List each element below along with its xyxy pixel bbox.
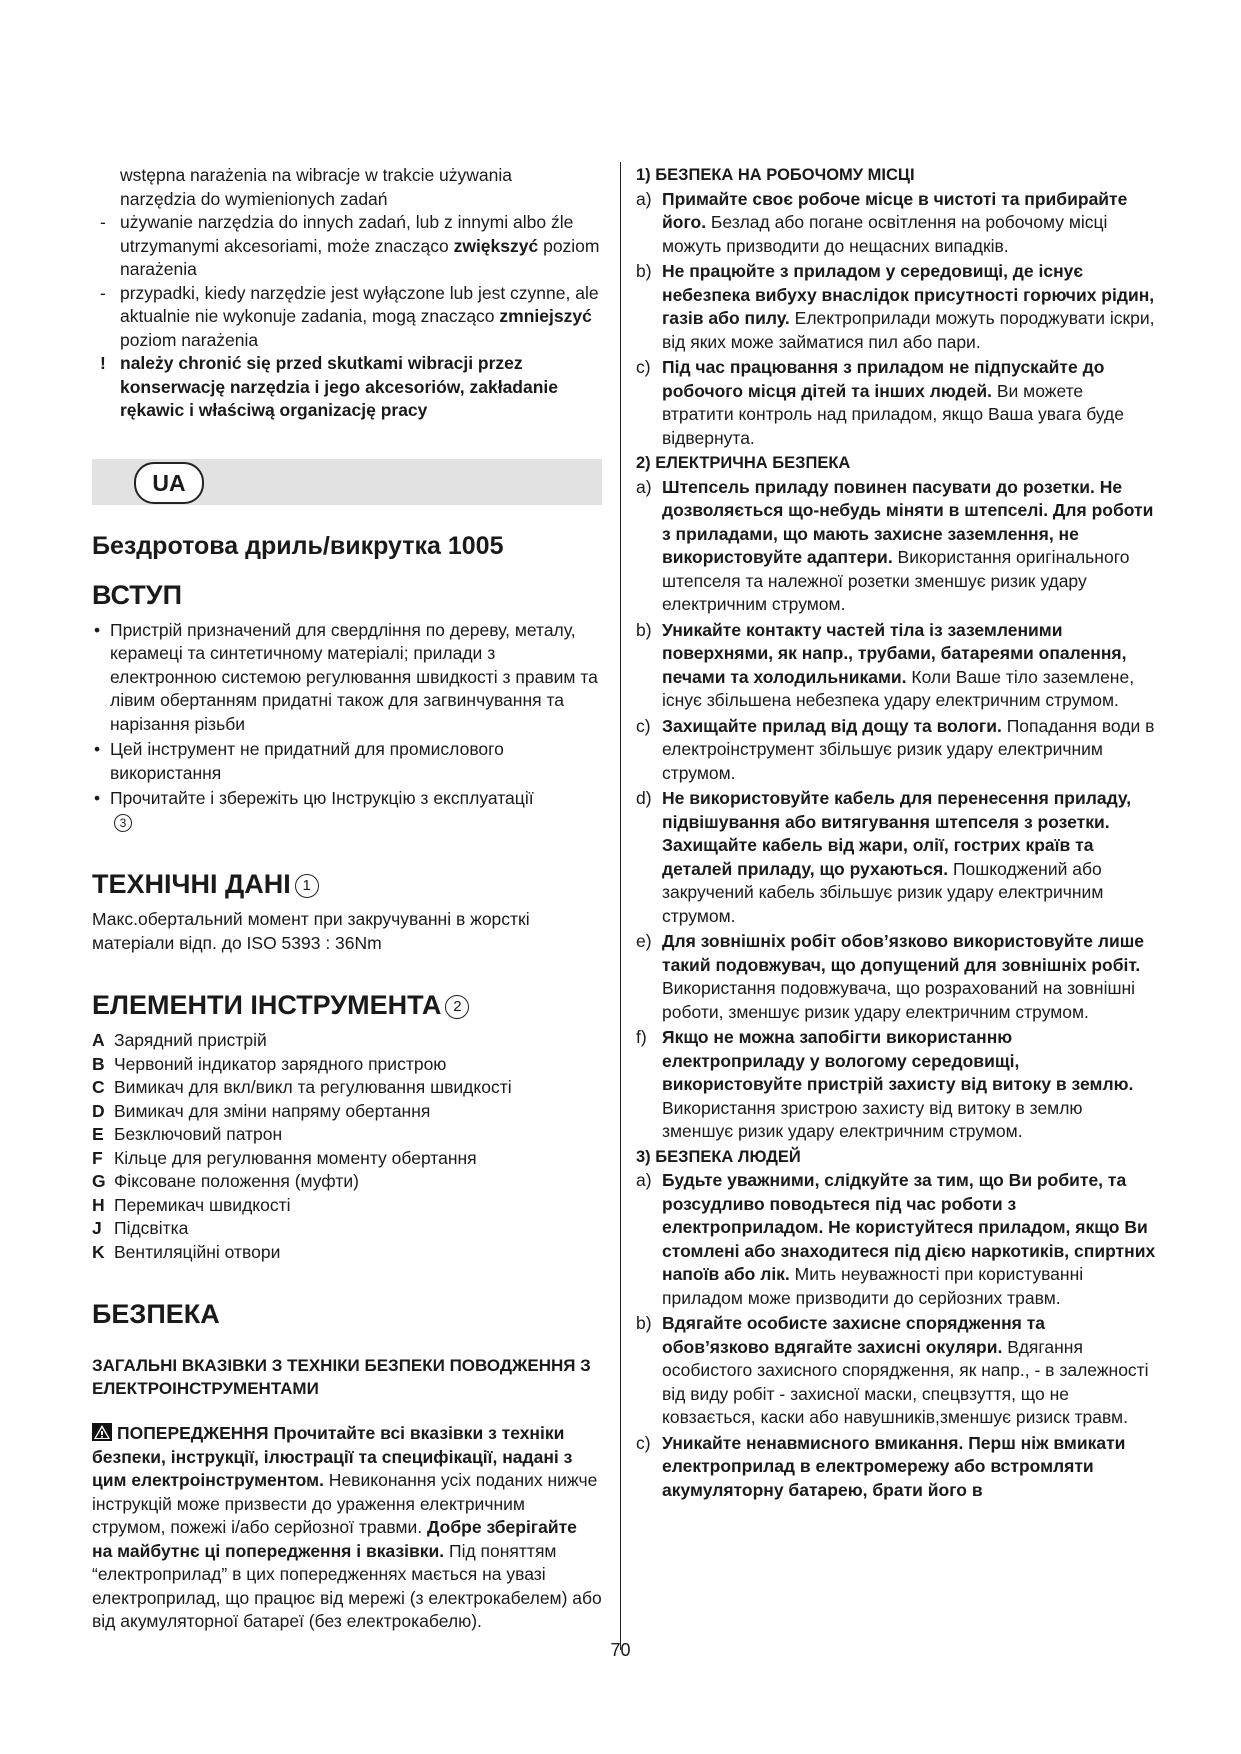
language-badge: UA [134,462,204,504]
page-number: 70 [610,1640,631,1660]
element-item: C Вимикач для вкл/викл та регулювання швидкості [92,1077,512,1097]
safety-item: a) Будьте уважними, слідкуйте за тим, що Ви робите, та розсудливо поводьтеся під час роботи з електроприладом. Не користуйтеся приладом, якщо Ви стомлені або знаходитеся під дією наркотиків, спиртних напоїв або лік. Мить неуважності при користуванні приладом може призводити до серйозних травм. [636,1170,1156,1308]
element-item: E Безключовий патрон [92,1124,283,1144]
safety-item: c) Захищайте прилад від дощу та вологи. Попадання води в електроінструмент збільшує ризик удару електричним струмом. [636,715,1155,783]
element-item: D Вимикач для зміни напряму обертання [92,1100,431,1121]
figure-ref: 3 [114,814,132,832]
intro-line: wstępna narażenia na wibracje w trakcie używania [120,165,513,185]
language-bar [92,459,602,505]
element-item: J Підсвітка [92,1218,189,1238]
safety-item: c) Уникайте ненавмисного вмикання. Перш ніж вмикати електроприлад в електромережу або встромляти акумуляторну батарею, брати його в [636,1432,1126,1500]
element-item: K Вентиляційні отвори [92,1241,281,1262]
safety-item: e) Для зовнішніх робіт обов’язково використовуйте лише такий подовжувач, що допущений для зовнішніх робіт. Використання подовжувача, що розрахований на зовнішні роботи, зменшує ризик удару електричним струмом. [636,931,1145,1022]
pl-warning: ! należy chronić się przed skutkami wibracji przez konserwację narzędzia i jego akcesoriów, zakładanie rękawic i właściwą organizację pracy [100,353,559,420]
safety-item: a) Штепсель приладу повинен пасувати до розетки. Не дозволяється що-небудь міняти в штепселі. Для роботи з приладами, що мають захисне заземлення, не використовуйте адаптери. Використання оригінального штепселя та належної розетки зменшує ризик удару електричним струмом. [636,476,1154,614]
safety-item: b) Вдягайте особисте захисне спорядження та обов’язково вдягайте захисні окуляри. Вдягання особистого захисного спорядження, як напр., - в залежності від виду робіт - захисної маски, спецвзуття, що не ковзається, каски або навушників,зменшує ризиск травм. [636,1313,1149,1427]
safety-item: c) Під час працювання з приладом не підпускайте до робочого місця дітей та інших людей. Ви можете втратити контроль над приладом, якщо Ваша увага буде відвернута. [636,357,1124,448]
pl-list-item: - używanie narzędzia do innych zadań, lub z innymi albo źle utrzymanymi akcesoriami, może znacząco zwiększyć poziom narażenia [100,212,600,279]
safety-item: a) Примайте своє робоче місце в чистоті та прибирайте його. Безлад або погане освітлення на робочому місці можуть призводити до нещасних випадків. [636,188,1128,256]
elements-heading: ЕЛЕМЕНТИ ІНСТРУМЕНТА 2 [92,989,602,1021]
right-column [636,164,1156,1504]
column-divider [620,162,621,1650]
safety-item: b) Не працюйте з приладом у середовищі, де існує небезпека вибуху внаслідок присутності горючих рідин, газів або пилу. Електроприлади можуть породжувати іскри, від яких може займатися пил або пари. [636,261,1155,352]
figure-ref: 2 [445,995,469,1019]
section-heading: 1) БЕЗПЕКА НА РОБОЧОМУ МІСЦІ [636,166,915,184]
warning-paragraph: ПОПЕРЕДЖЕННЯ Прочитайте всі вказівки з техніки безпеки, інструкції, ілюстрації та специфікації, надані з цим електроінструментом. Невиконання усіх поданих нижче інструкцій може призвести до ураження електричним струмом, пожежі і/або серйозної травми. Добре зберігайте на майбутнє ці попередження і вказівки. Під поняттям “електроприлад” в цих попередженнях мається на увазі електроприлад, що працює від мережі (з електрокабелем) або від акумуляторної батареї (без електрокабелю). [92,1423,602,1631]
intro-line: narzędzia do wymienionych zadań [120,188,388,209]
intro-bullet: • Пристрій призначений для свердління по дереву, металу, керамеці та синтетичному матеріалі; прилади з електронною системою регулювання швидкості з правим та лівим обертанням придатні також для загвинчування та нарізання різьби [94,619,598,734]
safety-item: d) Не використовуйте кабель для перенесення приладу, підвішування або витягування штепселя з розетки. Захищайте кабель від жари, олії, гострих країв та деталей приладу, що рухаються. Пошкоджений або закручений кабель збільшує ризик удару електричним струмом. [636,788,1132,926]
pl-list-item: - przypadki, kiedy narzędzie jest wyłączone lub jest czynne, ale aktualnie nie wykonuje zadania, mogą znacząco zmniejszyć poziom narażenia [100,282,599,350]
warning-icon [92,1423,112,1441]
elements-list [92,1029,602,1264]
product-title: Бездротова дриль/викрутка 1005 [92,531,504,560]
safety-heading: БЕЗПЕКА [92,1299,220,1329]
safety-item: b) Уникайте контакту частей тіла із заземленими поверхнями, як напр., трубами, батареями опалення, печами та холодильниками. Коли Ваше тіло заземлене, існує збільшена небезпека удару електричним струмом. [636,619,1135,710]
element-item: B Червоний індикатор зарядного пристрою [92,1053,447,1074]
tech-text: Макс.обертальний момент при закручуванні в жорсткі матеріали відп. до ISO 5393 : 36Nm [92,909,530,953]
safety-subheading: ЗАГАЛЬНІ ВКАЗІВКИ З ТЕХНІКИ БЕЗПЕКИ ПОВОДЖЕННЯ З ЕЛЕКТРОІНСТРУМЕНТАМИ [92,1356,591,1398]
figure-ref: 1 [295,874,319,898]
section-heading: 2) ЕЛЕКТРИЧНА БЕЗПЕКА [636,454,851,472]
intro-bullet: • Прочитайте і збережіть цю Інструкцію з експлуатації 3 [94,788,534,830]
left-column [92,164,602,1634]
section-heading: 3) БЕЗПЕКА ЛЮДЕЙ [636,1147,801,1166]
intro-bullet: • Цей інструмент не придатний для промислового використання [94,739,504,783]
intro-heading: ВСТУП [92,579,182,610]
element-item: G Фіксоване положення (муфти) [92,1171,359,1191]
element-item: F Кільце для регулювання моменту обертання [92,1147,477,1168]
tech-heading: ТЕХНІЧНІ ДАНІ 1 [92,868,602,900]
element-item: H Перемикач швидкості [92,1194,291,1215]
element-item: A Зарядний пристрій [92,1030,267,1050]
safety-item: f) Якщо не можна запобігти використанню електроприладу у вологому середовищі, використовуйте пристрій захисту від витоку в землю. Використання зристрою захисту від витоку в землю зменшує ризик удару електричним струмом. [636,1027,1134,1141]
